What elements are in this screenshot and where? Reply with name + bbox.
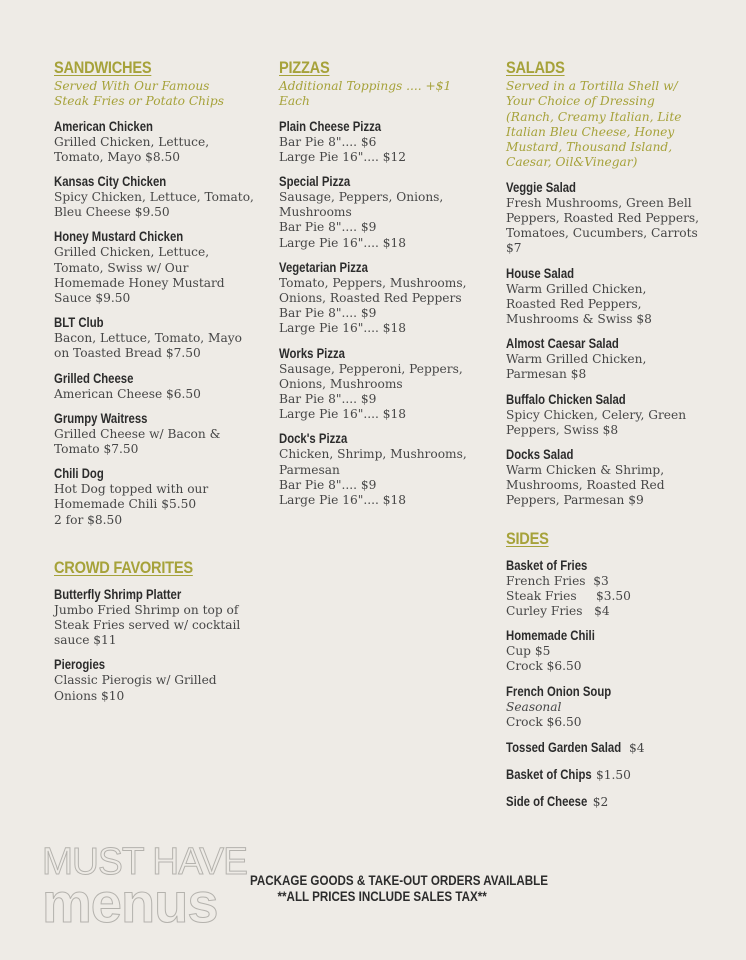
item-line: Seasonal	[506, 699, 562, 714]
item-name: Chili Dog	[54, 466, 104, 482]
column-left	[54, 58, 259, 704]
item-line: Bar Pie 8".... $9	[279, 477, 377, 492]
item-line: Steak Fries $3.50	[506, 588, 631, 603]
item-line: Sauce $9.50	[54, 291, 131, 306]
note-line: (Ranch, Creamy Italian, Lite	[506, 109, 682, 124]
item-name: Works Pizza	[279, 345, 345, 361]
item-line: Parmesan	[279, 462, 340, 477]
item-line: Tomatoes, Cucumbers, Carrots	[506, 226, 698, 241]
menu-item	[279, 118, 489, 165]
section-title: SALADS	[506, 58, 565, 77]
footer-note	[250, 873, 549, 905]
note-line: Additional Toppings .... +$1	[279, 79, 452, 93]
menu-item	[279, 430, 489, 508]
item-line: Curley Fries $4	[506, 604, 610, 619]
item-name: Honey Mustard Chicken	[54, 229, 184, 245]
item-line: Spicy Chicken, Lettuce, Tomato,	[54, 190, 254, 204]
note-line: Italian Bleu Cheese, Honey	[506, 124, 675, 139]
note-line: Caesar, Oil&Vinegar)	[506, 155, 638, 170]
item-name: Side of Cheese	[506, 794, 588, 810]
item-line: Steak Fries served w/ cocktail	[54, 618, 241, 633]
item-name: Veggie Salad	[506, 179, 576, 195]
section-pizzas	[279, 58, 489, 508]
item-line: Homemade Honey Mustard	[54, 275, 225, 290]
item-line: Grilled Chicken, Lettuce,	[54, 134, 210, 149]
item-name: French Onion Soup	[506, 683, 612, 699]
section-title: SIDES	[506, 528, 549, 548]
item-line: Large Pie 16".... $18	[279, 407, 407, 422]
column-right	[506, 58, 736, 811]
item-line: Bar Pie 8".... $9	[279, 392, 377, 407]
menu-item	[506, 557, 736, 620]
item-price: $2	[592, 795, 609, 810]
note-line: Each	[279, 94, 310, 109]
menu-item	[506, 391, 736, 438]
item-line: $7	[506, 241, 522, 256]
menu-item	[54, 314, 259, 361]
item-line: Onions, Roasted Red Peppers	[279, 291, 462, 306]
item-line: Mushrooms, Roasted Red	[506, 478, 665, 493]
item-line: Crock $6.50	[506, 714, 582, 729]
item-name: Plain Cheese Pizza	[279, 118, 382, 134]
section-sandwiches	[54, 58, 259, 528]
item-name: Pierogies	[54, 657, 106, 673]
section-title: CROWD FAVORITES	[54, 557, 193, 577]
item-line: Jumbo Fried Shrimp on top of	[54, 602, 239, 617]
logo-line: MUST HAVE	[42, 841, 248, 883]
item-name: Kansas City Chicken	[54, 174, 167, 189]
item-name: Grilled Cheese	[54, 370, 134, 386]
item-line: Large Pie 16".... $18	[279, 493, 407, 508]
item-line: Crock $6.50	[506, 659, 582, 674]
item-line: Spicy Chicken, Celery, Green	[506, 407, 687, 422]
item-name: Grumpy Waitress	[54, 410, 148, 426]
item-line: Onions, Mushrooms	[279, 376, 403, 391]
item-line: Large Pie 16".... $18	[279, 235, 407, 250]
item-line: Bar Pie 8".... $6	[279, 134, 377, 149]
item-line: Tomato, Mayo $8.50	[54, 149, 181, 164]
menu-item	[506, 738, 736, 757]
item-line: Grilled Chicken, Lettuce,	[54, 245, 210, 260]
section-title: SANDWICHES	[54, 58, 152, 77]
section-salads	[506, 58, 736, 509]
item-line: French Fries $3	[506, 573, 609, 588]
item-line: Large Pie 16".... $18	[279, 321, 407, 336]
item-line: Bacon, Lettuce, Tomato, Mayo	[54, 331, 243, 346]
item-line: Sausage, Pepperoni, Peppers,	[279, 361, 463, 376]
item-line: sauce $11	[54, 633, 117, 648]
item-name: House Salad	[506, 265, 575, 281]
menu-item	[506, 265, 736, 328]
item-name: Homemade Chili	[506, 628, 595, 644]
item-line: Bar Pie 8".... $9	[279, 220, 377, 235]
item-line: Large Pie 16".... $12	[279, 149, 407, 164]
item-name: American Chicken	[54, 118, 153, 134]
section-note	[279, 79, 489, 110]
section-crowd-favorites	[54, 558, 259, 704]
item-line: Roasted Red Peppers,	[506, 296, 642, 311]
item-line: Bleu Cheese $9.50	[54, 205, 170, 220]
menu-item	[54, 465, 259, 528]
item-line: Peppers, Parmesan $9	[506, 493, 644, 508]
item-name: Special Pizza	[279, 174, 351, 189]
item-line: 2 for $8.50	[54, 512, 123, 527]
menu-item	[54, 118, 259, 165]
menu-item	[54, 586, 259, 649]
section-note	[54, 79, 259, 110]
menu-item	[54, 173, 259, 220]
menu-item	[506, 335, 736, 382]
menu-item	[54, 370, 259, 402]
item-name: BLT Club	[54, 315, 104, 331]
item-name: Basket of Chips	[506, 767, 592, 783]
item-line: Warm Grilled Chicken,	[506, 352, 647, 367]
menu-item	[506, 179, 736, 257]
item-line: Peppers, Roasted Red Peppers,	[506, 210, 700, 225]
item-price: $1.50	[596, 768, 631, 783]
item-line: Fresh Mushrooms, Green Bell	[506, 195, 692, 210]
menu-item	[54, 656, 259, 703]
footer-line: **ALL PRICES INCLUDE SALES TAX**	[277, 889, 487, 904]
section-note	[506, 79, 736, 171]
item-line: Bar Pie 8".... $9	[279, 306, 377, 321]
menu-item	[54, 410, 259, 457]
item-name: Butterfly Shrimp Platter	[54, 586, 182, 602]
column-middle	[279, 58, 489, 508]
logo-line: menus	[42, 871, 218, 934]
item-line: Grilled Cheese w/ Bacon &	[54, 426, 221, 441]
menu-item	[506, 627, 736, 674]
menu-item	[279, 259, 489, 337]
must-have-menus-logo	[42, 841, 264, 934]
item-line: Onions $10	[54, 688, 125, 703]
item-line: Classic Pierogis w/ Grilled	[54, 673, 217, 688]
item-name: Docks Salad	[506, 447, 574, 463]
section-sides	[506, 529, 736, 811]
section-title: PIZZAS	[279, 58, 330, 77]
item-line: Warm Chicken & Shrimp,	[506, 463, 665, 478]
item-line: Hot Dog topped with our	[54, 482, 209, 497]
note-line: Mustard, Thousand Island,	[506, 140, 673, 155]
menu-item	[279, 345, 489, 423]
item-line: Mushrooms	[279, 205, 352, 220]
item-line: on Toasted Bread $7.50	[54, 346, 201, 361]
menu-item	[506, 446, 736, 509]
item-line: Tomato $7.50	[54, 442, 139, 457]
item-name: Almost Caesar Salad	[506, 336, 619, 352]
item-name: Tossed Garden Salad	[506, 740, 622, 756]
item-line: Mushrooms & Swiss $8	[506, 312, 652, 326]
item-price: $4	[629, 741, 645, 756]
item-line: Warm Grilled Chicken,	[506, 281, 647, 296]
menu-item	[506, 683, 736, 730]
item-line: Tomato, Peppers, Mushrooms,	[279, 275, 467, 290]
item-name: Vegetarian Pizza	[279, 259, 368, 275]
item-name: Basket of Fries	[506, 557, 588, 573]
item-line: Peppers, Swiss $8	[506, 422, 619, 437]
menu-item	[506, 765, 736, 784]
item-name: Dock's Pizza	[279, 431, 348, 447]
item-line: American Cheese $6.50	[54, 386, 201, 401]
item-line: Parmesan $8	[506, 367, 587, 382]
item-name: Buffalo Chicken Salad	[506, 391, 626, 407]
item-line: Homemade Chili $5.50	[54, 497, 197, 512]
item-line: Tomato, Swiss w/ Our	[54, 260, 189, 275]
menu-item	[54, 228, 259, 306]
note-line: Your Choice of Dressing	[506, 94, 655, 109]
item-line: Chicken, Shrimp, Mushrooms,	[279, 447, 467, 462]
menu-item	[506, 792, 736, 811]
note-line: Steak Fries or Potato Chips	[54, 94, 224, 109]
note-line: Served With Our Famous	[54, 79, 210, 93]
note-line: Served in a Tortilla Shell w/	[506, 79, 678, 93]
item-line: Cup $5	[506, 644, 551, 659]
footer-line: PACKAGE GOODS & TAKE-OUT ORDERS AVAILABLE	[250, 873, 549, 888]
item-line: Sausage, Peppers, Onions,	[279, 190, 444, 204]
menu-item	[279, 173, 489, 251]
